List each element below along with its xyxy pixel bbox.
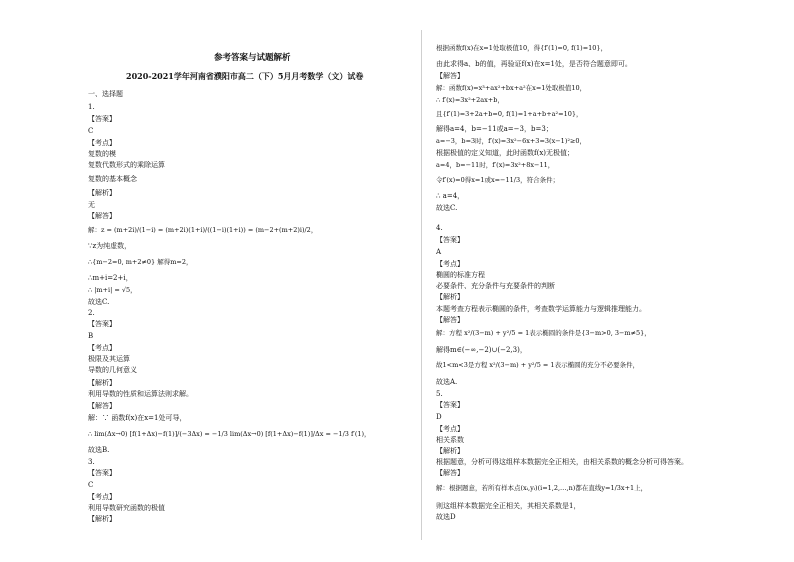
knowledge-point: 极限及其运算: [88, 355, 130, 363]
knowledge-heading: 【考点】: [436, 425, 464, 433]
solution-heading: 【解答】: [436, 316, 464, 324]
analysis-text: 根据函数f(x)在x=1处取极值10，得{f′(1)=0, f(1)=10}，: [436, 44, 608, 52]
answer-heading: 【答案】: [88, 469, 116, 477]
solution-line: 解：函数f(x)=x³+ax²+bx+a²在x=1处取极值10，: [436, 84, 587, 92]
knowledge-heading: 【考点】: [88, 493, 116, 501]
solution-line: 解得a=4，b=−11或a=−3，b=3；: [436, 125, 553, 133]
answer-value: C: [88, 127, 94, 135]
solution-line: a=4，b=−11时，f′(x)=3x²+8x−11，: [436, 161, 555, 169]
solution-line: a=−3，b=3时，f′(x)=3x²−6x+3=3(x−1)²≥0，: [436, 137, 587, 145]
solution-line: 则这组样本数据完全正相关，其相关系数是1，: [436, 502, 581, 510]
knowledge-point: 导数的几何意义: [88, 366, 137, 374]
knowledge-point: 复数代数形式的乘除运算: [88, 161, 165, 169]
section-heading: 一、选择题: [88, 90, 123, 98]
question-number: 5.: [436, 390, 443, 398]
solution-heading: 【解答】: [436, 469, 464, 477]
solution-line: 解：根据题意，若所有样本点(xᵢ,yᵢ)(i=1,2,…,n)都在直线y=1/3x+1上，: [436, 484, 648, 492]
answer-heading: 【答案】: [436, 401, 464, 409]
solution-line: ∴ lim(Δx→0) [f(1+Δx)−f(1)]/(−3Δx) = −1/3 lim(Δx→0) [f(1+Δx)−f(1)]/Δx = −1/3 f′(1)，: [88, 430, 371, 438]
knowledge-point: 复数的基本概念: [88, 175, 137, 183]
answer-heading: 【答案】: [88, 115, 116, 123]
knowledge-point: 复数的模: [88, 150, 116, 158]
analysis-heading: 【解析】: [88, 515, 116, 523]
analysis-heading: 【解析】: [88, 189, 116, 197]
solution-line: 故1<m<3是方程 x²/(3−m) + y²/5 = 1表示椭圆的充分不必要条件，: [436, 361, 640, 369]
question-number: 1.: [88, 103, 95, 111]
question-number: 4.: [436, 224, 443, 232]
document-subtitle: 2020-2021学年河南省濮阳市高二（下）5月月考数学（文）试卷: [126, 71, 364, 81]
solution-line: 根据极值的定义知道，此时函数f(x)无极值；: [436, 149, 574, 157]
answer-heading: 【答案】: [436, 236, 464, 244]
solution-line: 解：方程 x²/(3−m) + y²/5 = 1表示椭圆的条件是{3−m>0, 3−m≠5}，: [436, 329, 651, 337]
analysis-text: 无: [88, 201, 95, 209]
solution-line: ∴m+i=2+i，: [88, 274, 133, 282]
solution-line: 解：z = (m+2i)/(1−i) = (m+2i)(1+i)/((1−i)(1+i)) = (m−2+(m+2)i)/2，: [88, 226, 318, 234]
knowledge-point: 相关系数: [436, 436, 464, 444]
solution-line: ∴ f′(x)=3x²+2ax+b，: [436, 96, 504, 104]
solution-line: ∴ a=4，: [436, 192, 465, 200]
answer-value: A: [436, 248, 442, 256]
answer-value: D: [436, 413, 442, 421]
solution-heading: 【解答】: [88, 212, 116, 220]
solution-line: 且{f′(1)=3+2a+b=0, f(1)=1+a+b+a²=10}，: [436, 110, 583, 118]
solution-conclusion: 故选A.: [436, 378, 458, 386]
solution-heading: 【解答】: [436, 72, 464, 80]
analysis-text: 利用导数的性质和运算法则求解。: [88, 390, 193, 398]
document-title: 参考答案与试题解析: [214, 53, 291, 63]
knowledge-heading: 【考点】: [88, 344, 116, 352]
solution-conclusion: 故选B.: [88, 446, 110, 454]
analysis-text: 本题考查方程表示椭圆的条件，考查数学运算能力与逻辑推理能力。: [436, 305, 646, 313]
analysis-heading: 【解析】: [436, 293, 464, 301]
solution-conclusion: 故选D: [436, 513, 456, 521]
solution-conclusion: 故选C.: [436, 204, 458, 212]
knowledge-point: 椭圆的标准方程: [436, 271, 485, 279]
solution-line: ∴ |m+i| = √5，: [88, 286, 137, 294]
answer-heading: 【答案】: [88, 320, 116, 328]
knowledge-point: 利用导数研究函数的极值: [88, 504, 165, 512]
solution-line: ∵z为纯虚数，: [88, 242, 132, 250]
solution-heading: 【解答】: [88, 402, 116, 410]
solution-line: 解得m∈(−∞,−2)∪(−2,3)，: [436, 346, 527, 354]
column-divider: [421, 30, 422, 540]
answer-value: B: [88, 332, 94, 340]
solution-line: 解：∵ 函数f(x)在x=1处可导，: [88, 414, 187, 422]
solution-line: 令f′(x)=0得x=1或x=−11/3，符合条件；: [436, 176, 560, 184]
question-number: 2.: [88, 309, 95, 317]
solution-line: ∴{m−2=0, m+2≠0} 解得m=2，: [88, 258, 193, 266]
analysis-heading: 【解析】: [436, 447, 464, 455]
knowledge-heading: 【考点】: [88, 139, 116, 147]
solution-conclusion: 故选C.: [88, 298, 110, 306]
question-number: 3.: [88, 458, 95, 466]
knowledge-point: 必要条件、充分条件与充要条件的判断: [436, 282, 555, 290]
analysis-text: 由此求得a、b的值，再验证f(x)在x=1处，是否符合题意即可。: [436, 60, 632, 68]
knowledge-heading: 【考点】: [436, 260, 464, 268]
answer-value: C: [88, 481, 94, 489]
analysis-text: 根据题意，分析可得这组样本数据完全正相关，由相关系数的概念分析可得答案。: [436, 458, 688, 466]
analysis-heading: 【解析】: [88, 379, 116, 387]
